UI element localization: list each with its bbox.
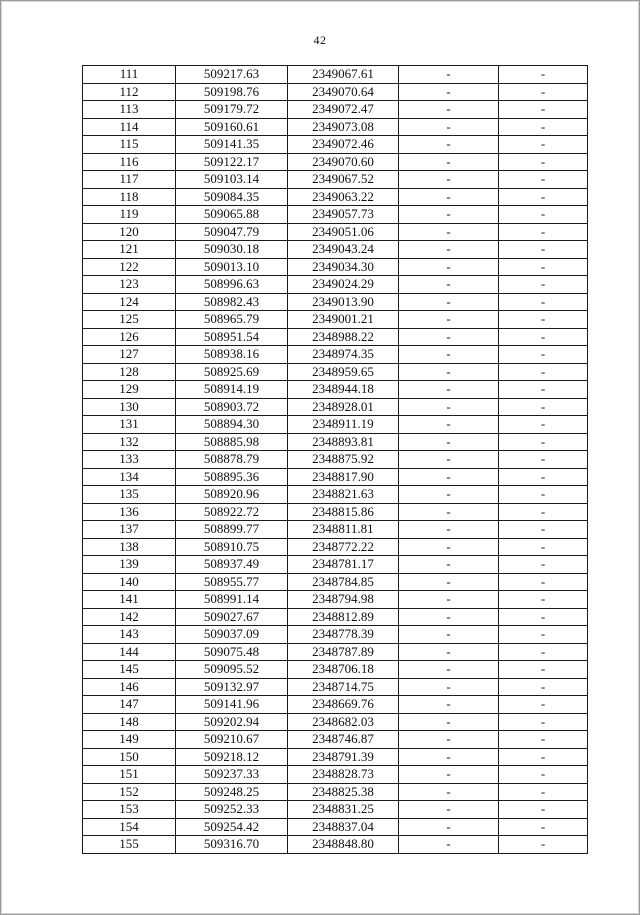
table-row (83, 836, 588, 854)
column-4-cell: - (399, 556, 499, 574)
y-coordinate-cell: 2348772.22 (288, 538, 399, 556)
column-4-cell: - (399, 591, 499, 609)
column-4-cell: - (399, 748, 499, 766)
table-row (83, 66, 588, 84)
column-5-cell: - (499, 818, 588, 836)
column-5-cell: - (499, 608, 588, 626)
table-row (83, 468, 588, 486)
column-4-cell: - (399, 468, 499, 486)
table-row (83, 381, 588, 399)
x-coordinate-cell: 508955.77 (176, 573, 288, 591)
y-coordinate-cell: 2348988.22 (288, 328, 399, 346)
column-4-cell: - (399, 398, 499, 416)
column-5-cell: - (499, 258, 588, 276)
point-number-cell: 132 (83, 433, 176, 451)
x-coordinate-cell: 509047.79 (176, 223, 288, 241)
y-coordinate-cell: 2348746.87 (288, 731, 399, 749)
column-5-cell: - (499, 591, 588, 609)
y-coordinate-cell: 2349063.22 (288, 188, 399, 206)
point-number-cell: 137 (83, 521, 176, 539)
y-coordinate-cell: 2349013.90 (288, 293, 399, 311)
y-coordinate-cell: 2348794.98 (288, 591, 399, 609)
x-coordinate-cell: 509141.96 (176, 696, 288, 714)
x-coordinate-cell: 509237.33 (176, 766, 288, 784)
point-number-cell: 114 (83, 118, 176, 136)
point-number-cell: 126 (83, 328, 176, 346)
x-coordinate-cell: 509084.35 (176, 188, 288, 206)
y-coordinate-cell: 2349070.64 (288, 83, 399, 101)
point-number-cell: 154 (83, 818, 176, 836)
column-4-cell: - (399, 783, 499, 801)
point-number-cell: 143 (83, 626, 176, 644)
column-5-cell: - (499, 713, 588, 731)
point-number-cell: 134 (83, 468, 176, 486)
y-coordinate-cell: 2348811.81 (288, 521, 399, 539)
table-row (83, 626, 588, 644)
x-coordinate-cell: 509217.63 (176, 66, 288, 84)
point-number-cell: 122 (83, 258, 176, 276)
x-coordinate-cell: 508914.19 (176, 381, 288, 399)
column-4-cell: - (399, 608, 499, 626)
table-row (83, 83, 588, 101)
column-4-cell: - (399, 241, 499, 259)
point-number-cell: 150 (83, 748, 176, 766)
table-row (83, 521, 588, 539)
point-number-cell: 145 (83, 661, 176, 679)
column-5-cell: - (499, 538, 588, 556)
y-coordinate-cell: 2348787.89 (288, 643, 399, 661)
x-coordinate-cell: 509316.70 (176, 836, 288, 854)
column-5-cell: - (499, 626, 588, 644)
point-number-cell: 155 (83, 836, 176, 854)
point-number-cell: 112 (83, 83, 176, 101)
column-4-cell: - (399, 171, 499, 189)
x-coordinate-cell: 509065.88 (176, 206, 288, 224)
table-row (83, 486, 588, 504)
point-number-cell: 147 (83, 696, 176, 714)
y-coordinate-cell: 2348781.17 (288, 556, 399, 574)
column-5-cell: - (499, 171, 588, 189)
point-number-cell: 119 (83, 206, 176, 224)
table-row (83, 188, 588, 206)
column-4-cell: - (399, 83, 499, 101)
column-4-cell: - (399, 206, 499, 224)
column-5-cell: - (499, 556, 588, 574)
x-coordinate-cell: 508920.96 (176, 486, 288, 504)
table-row (83, 608, 588, 626)
column-4-cell: - (399, 503, 499, 521)
table-row (83, 783, 588, 801)
column-5-cell: - (499, 223, 588, 241)
x-coordinate-cell: 508895.36 (176, 468, 288, 486)
x-coordinate-cell: 508982.43 (176, 293, 288, 311)
x-coordinate-cell: 509254.42 (176, 818, 288, 836)
y-coordinate-cell: 2348928.01 (288, 398, 399, 416)
point-number-cell: 118 (83, 188, 176, 206)
y-coordinate-cell: 2349051.06 (288, 223, 399, 241)
x-coordinate-cell: 509013.10 (176, 258, 288, 276)
point-number-cell: 135 (83, 486, 176, 504)
table-row (83, 748, 588, 766)
x-coordinate-cell: 509122.17 (176, 153, 288, 171)
table-row (83, 101, 588, 119)
column-5-cell: - (499, 783, 588, 801)
column-4-cell: - (399, 258, 499, 276)
table-row (83, 136, 588, 154)
table-row (83, 766, 588, 784)
x-coordinate-cell: 509248.25 (176, 783, 288, 801)
column-4-cell: - (399, 188, 499, 206)
column-5-cell: - (499, 433, 588, 451)
point-number-cell: 131 (83, 416, 176, 434)
table-row (83, 503, 588, 521)
y-coordinate-cell: 2349034.30 (288, 258, 399, 276)
x-coordinate-cell: 509132.97 (176, 678, 288, 696)
y-coordinate-cell: 2349073.08 (288, 118, 399, 136)
column-5-cell: - (499, 521, 588, 539)
point-number-cell: 121 (83, 241, 176, 259)
point-number-cell: 140 (83, 573, 176, 591)
coordinates-table-body (83, 66, 588, 854)
y-coordinate-cell: 2349043.24 (288, 241, 399, 259)
column-5-cell: - (499, 241, 588, 259)
column-5-cell: - (499, 346, 588, 364)
column-5-cell: - (499, 311, 588, 329)
table-row (83, 416, 588, 434)
point-number-cell: 133 (83, 451, 176, 469)
column-4-cell: - (399, 153, 499, 171)
table-row (83, 818, 588, 836)
table-row (83, 328, 588, 346)
x-coordinate-cell: 508991.14 (176, 591, 288, 609)
y-coordinate-cell: 2349072.47 (288, 101, 399, 119)
y-coordinate-cell: 2348837.04 (288, 818, 399, 836)
column-5-cell: - (499, 398, 588, 416)
table-row (83, 346, 588, 364)
x-coordinate-cell: 508951.54 (176, 328, 288, 346)
y-coordinate-cell: 2348784.85 (288, 573, 399, 591)
point-number-cell: 120 (83, 223, 176, 241)
column-5-cell: - (499, 118, 588, 136)
point-number-cell: 124 (83, 293, 176, 311)
y-coordinate-cell: 2348944.18 (288, 381, 399, 399)
column-5-cell: - (499, 836, 588, 854)
table-row (83, 153, 588, 171)
column-5-cell: - (499, 801, 588, 819)
column-5-cell: - (499, 451, 588, 469)
y-coordinate-cell: 2348848.80 (288, 836, 399, 854)
column-5-cell: - (499, 153, 588, 171)
table-row (83, 801, 588, 819)
column-4-cell: - (399, 363, 499, 381)
point-number-cell: 141 (83, 591, 176, 609)
x-coordinate-cell: 508938.16 (176, 346, 288, 364)
column-5-cell: - (499, 293, 588, 311)
point-number-cell: 153 (83, 801, 176, 819)
y-coordinate-cell: 2348825.38 (288, 783, 399, 801)
y-coordinate-cell: 2349072.46 (288, 136, 399, 154)
y-coordinate-cell: 2349057.73 (288, 206, 399, 224)
y-coordinate-cell: 2348831.25 (288, 801, 399, 819)
x-coordinate-cell: 509198.76 (176, 83, 288, 101)
column-4-cell: - (399, 66, 499, 84)
point-number-cell: 127 (83, 346, 176, 364)
x-coordinate-cell: 508996.63 (176, 276, 288, 294)
table-row (83, 573, 588, 591)
table-row (83, 398, 588, 416)
column-4-cell: - (399, 626, 499, 644)
y-coordinate-cell: 2348714.75 (288, 678, 399, 696)
x-coordinate-cell: 508925.69 (176, 363, 288, 381)
x-coordinate-cell: 509075.48 (176, 643, 288, 661)
table-row (83, 591, 588, 609)
x-coordinate-cell: 508894.30 (176, 416, 288, 434)
table-row (83, 363, 588, 381)
table-row (83, 241, 588, 259)
column-4-cell: - (399, 678, 499, 696)
column-4-cell: - (399, 451, 499, 469)
column-5-cell: - (499, 83, 588, 101)
point-number-cell: 152 (83, 783, 176, 801)
point-number-cell: 128 (83, 363, 176, 381)
y-coordinate-cell: 2349067.61 (288, 66, 399, 84)
column-4-cell: - (399, 223, 499, 241)
column-4-cell: - (399, 731, 499, 749)
column-4-cell: - (399, 818, 499, 836)
y-coordinate-cell: 2348817.90 (288, 468, 399, 486)
x-coordinate-cell: 509252.33 (176, 801, 288, 819)
point-number-cell: 115 (83, 136, 176, 154)
table-row (83, 171, 588, 189)
column-4-cell: - (399, 276, 499, 294)
column-4-cell: - (399, 538, 499, 556)
point-number-cell: 116 (83, 153, 176, 171)
column-4-cell: - (399, 766, 499, 784)
table-row (83, 451, 588, 469)
column-4-cell: - (399, 713, 499, 731)
column-4-cell: - (399, 346, 499, 364)
column-5-cell: - (499, 363, 588, 381)
column-4-cell: - (399, 836, 499, 854)
x-coordinate-cell: 509027.67 (176, 608, 288, 626)
point-number-cell: 111 (83, 66, 176, 84)
column-5-cell: - (499, 416, 588, 434)
page-number: 42 (313, 33, 327, 47)
column-5-cell: - (499, 136, 588, 154)
y-coordinate-cell: 2348669.76 (288, 696, 399, 714)
y-coordinate-cell: 2348706.18 (288, 661, 399, 679)
x-coordinate-cell: 509037.09 (176, 626, 288, 644)
column-5-cell: - (499, 486, 588, 504)
column-4-cell: - (399, 136, 499, 154)
coordinates-table (82, 65, 588, 854)
column-5-cell: - (499, 206, 588, 224)
column-5-cell: - (499, 276, 588, 294)
y-coordinate-cell: 2348959.65 (288, 363, 399, 381)
column-4-cell: - (399, 101, 499, 119)
x-coordinate-cell: 508937.49 (176, 556, 288, 574)
x-coordinate-cell: 509141.35 (176, 136, 288, 154)
x-coordinate-cell: 508922.72 (176, 503, 288, 521)
column-5-cell: - (499, 188, 588, 206)
table-row (83, 223, 588, 241)
column-4-cell: - (399, 696, 499, 714)
x-coordinate-cell: 509095.52 (176, 661, 288, 679)
point-number-cell: 139 (83, 556, 176, 574)
x-coordinate-cell: 509218.12 (176, 748, 288, 766)
y-coordinate-cell: 2349070.60 (288, 153, 399, 171)
x-coordinate-cell: 509179.72 (176, 101, 288, 119)
y-coordinate-cell: 2348911.19 (288, 416, 399, 434)
column-5-cell: - (499, 503, 588, 521)
point-number-cell: 130 (83, 398, 176, 416)
x-coordinate-cell: 509210.67 (176, 731, 288, 749)
column-4-cell: - (399, 381, 499, 399)
table-row (83, 206, 588, 224)
y-coordinate-cell: 2348812.89 (288, 608, 399, 626)
y-coordinate-cell: 2349001.21 (288, 311, 399, 329)
column-4-cell: - (399, 328, 499, 346)
table-row (83, 643, 588, 661)
column-5-cell: - (499, 66, 588, 84)
column-5-cell: - (499, 328, 588, 346)
table-row (83, 661, 588, 679)
point-number-cell: 146 (83, 678, 176, 696)
column-5-cell: - (499, 696, 588, 714)
point-number-cell: 125 (83, 311, 176, 329)
point-number-cell: 136 (83, 503, 176, 521)
column-5-cell: - (499, 748, 588, 766)
y-coordinate-cell: 2348778.39 (288, 626, 399, 644)
x-coordinate-cell: 509202.94 (176, 713, 288, 731)
x-coordinate-cell: 509030.18 (176, 241, 288, 259)
column-4-cell: - (399, 573, 499, 591)
x-coordinate-cell: 509160.61 (176, 118, 288, 136)
column-5-cell: - (499, 678, 588, 696)
x-coordinate-cell: 509103.14 (176, 171, 288, 189)
point-number-cell: 148 (83, 713, 176, 731)
y-coordinate-cell: 2348893.81 (288, 433, 399, 451)
y-coordinate-cell: 2348821.63 (288, 486, 399, 504)
point-number-cell: 117 (83, 171, 176, 189)
column-4-cell: - (399, 293, 499, 311)
column-5-cell: - (499, 731, 588, 749)
column-5-cell: - (499, 381, 588, 399)
column-5-cell: - (499, 573, 588, 591)
table-row (83, 258, 588, 276)
y-coordinate-cell: 2348682.03 (288, 713, 399, 731)
x-coordinate-cell: 508878.79 (176, 451, 288, 469)
point-number-cell: 123 (83, 276, 176, 294)
point-number-cell: 149 (83, 731, 176, 749)
column-4-cell: - (399, 486, 499, 504)
column-4-cell: - (399, 521, 499, 539)
table-row (83, 538, 588, 556)
column-4-cell: - (399, 661, 499, 679)
point-number-cell: 144 (83, 643, 176, 661)
table-row (83, 118, 588, 136)
column-4-cell: - (399, 643, 499, 661)
y-coordinate-cell: 2349067.52 (288, 171, 399, 189)
point-number-cell: 113 (83, 101, 176, 119)
x-coordinate-cell: 508910.75 (176, 538, 288, 556)
x-coordinate-cell: 508899.77 (176, 521, 288, 539)
y-coordinate-cell: 2348815.86 (288, 503, 399, 521)
column-4-cell: - (399, 416, 499, 434)
table-row (83, 731, 588, 749)
x-coordinate-cell: 508885.98 (176, 433, 288, 451)
table-row (83, 311, 588, 329)
table-row (83, 293, 588, 311)
y-coordinate-cell: 2348828.73 (288, 766, 399, 784)
point-number-cell: 138 (83, 538, 176, 556)
y-coordinate-cell: 2349024.29 (288, 276, 399, 294)
table-row (83, 556, 588, 574)
y-coordinate-cell: 2348875.92 (288, 451, 399, 469)
y-coordinate-cell: 2348974.35 (288, 346, 399, 364)
column-5-cell: - (499, 643, 588, 661)
column-4-cell: - (399, 311, 499, 329)
column-5-cell: - (499, 661, 588, 679)
point-number-cell: 129 (83, 381, 176, 399)
y-coordinate-cell: 2348791.39 (288, 748, 399, 766)
column-4-cell: - (399, 433, 499, 451)
point-number-cell: 151 (83, 766, 176, 784)
table-row (83, 696, 588, 714)
column-5-cell: - (499, 766, 588, 784)
table-row (83, 678, 588, 696)
column-5-cell: - (499, 101, 588, 119)
table-row (83, 276, 588, 294)
x-coordinate-cell: 508965.79 (176, 311, 288, 329)
point-number-cell: 142 (83, 608, 176, 626)
x-coordinate-cell: 508903.72 (176, 398, 288, 416)
table-row (83, 713, 588, 731)
column-4-cell: - (399, 118, 499, 136)
column-4-cell: - (399, 801, 499, 819)
column-5-cell: - (499, 468, 588, 486)
table-row (83, 433, 588, 451)
